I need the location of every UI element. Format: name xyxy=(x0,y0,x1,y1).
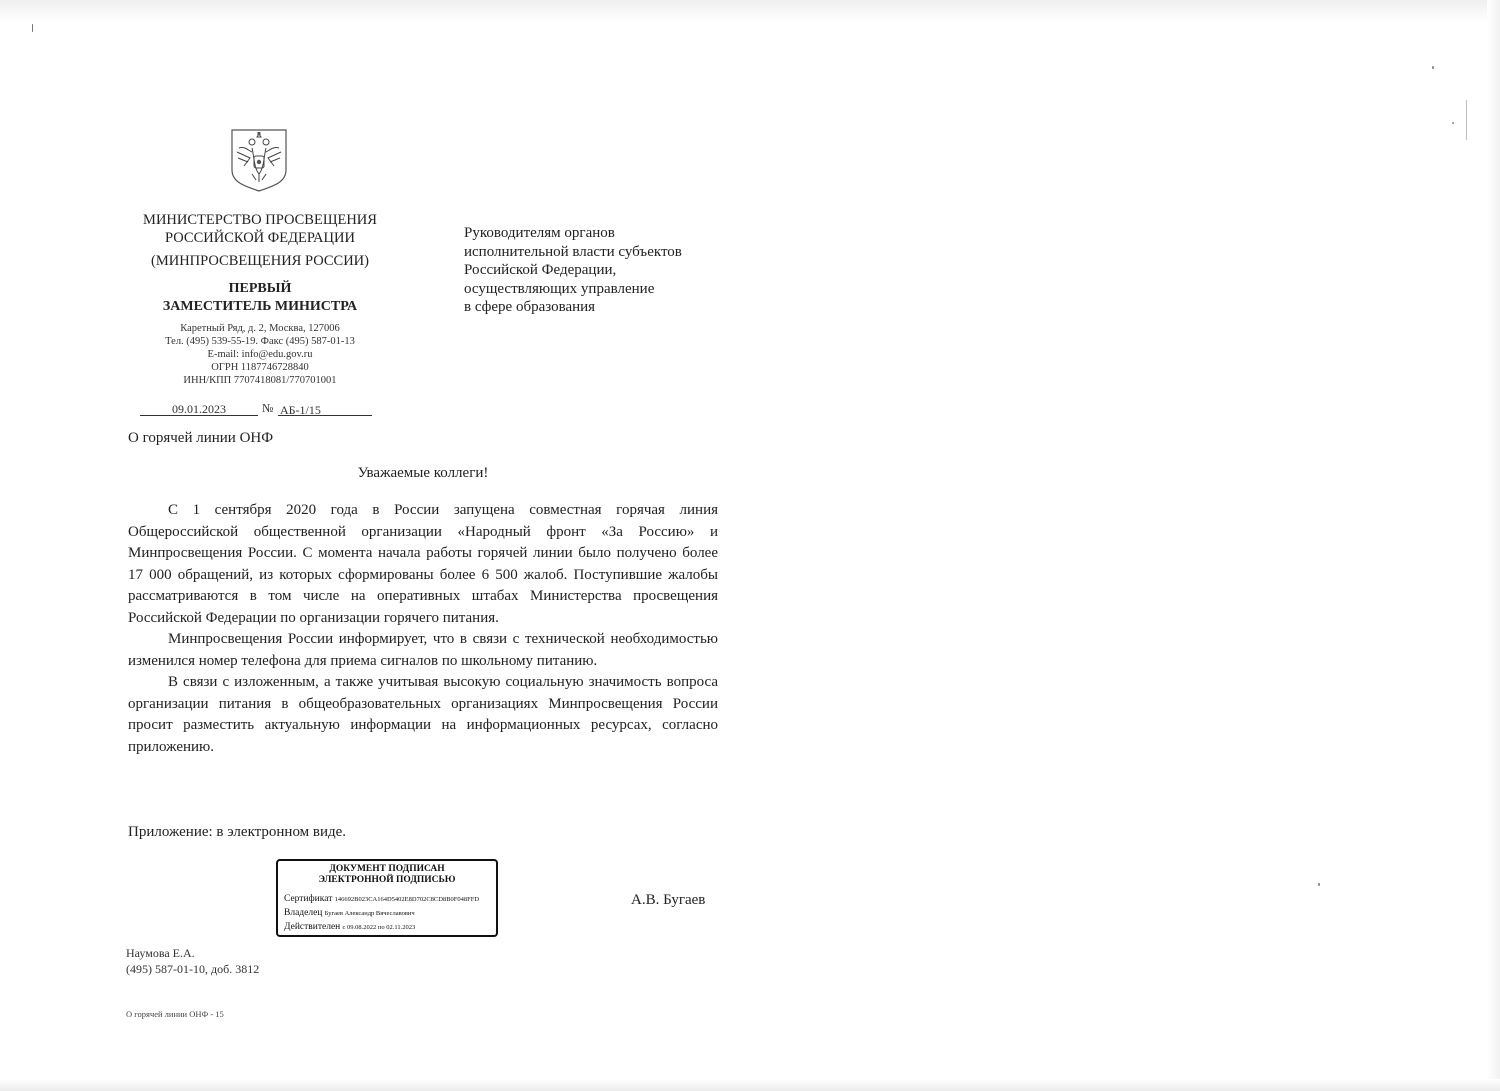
scan-speck xyxy=(1466,100,1467,140)
scan-speck xyxy=(1452,122,1454,124)
body-paragraph: Минпросвещения России информирует, что в связи с технической необходимостью изменился номер телефона для приема сигналов по школьному питанию. xyxy=(128,631,718,669)
scan-speck xyxy=(1318,883,1320,886)
address: Каретный Ряд, д. 2, Москва, 127006 xyxy=(180,323,340,334)
addressee-line: исполнительной власти субъектов xyxy=(464,243,682,260)
addressee-line: в сфере образования xyxy=(464,299,596,315)
owner-value: Бугаев Александр Вячеславович xyxy=(324,910,415,917)
validity-value: с 09.08.2022 по 02.11.2023 xyxy=(342,924,416,931)
owner-row xyxy=(284,906,490,920)
addressee-line: осуществляющих управление xyxy=(464,280,655,297)
stamp-title-line: ДОКУМЕНТ ПОДПИСАН xyxy=(329,864,445,874)
certificate-row xyxy=(284,892,490,906)
executor-phone: (495) 587-01-10, доб. 3812 xyxy=(126,961,260,976)
addressee-line: Руководителям органов xyxy=(464,225,615,241)
sender-contacts xyxy=(118,322,402,387)
validity-row xyxy=(284,920,490,934)
certificate-value: 146692B023CA164D5402E8D702C8CD8B0F048FFD xyxy=(334,896,480,903)
body-paragraph: В связи с изложенным, а также учитывая высокую социальную значимость вопроса организации питания в общеобразовательных организациях Минпросвещения России просит разместить актуальную информации на информационных ресурсах, согласно приложению. xyxy=(128,674,718,755)
scan-edge-right xyxy=(1487,0,1500,1091)
owner-label: Владелец xyxy=(284,908,323,918)
letter-body xyxy=(128,500,718,758)
salutation: Уважаемые коллеги! xyxy=(357,465,489,481)
letter-subject: О горячей линии ОНФ xyxy=(128,430,274,446)
document-number: АБ-1/15 xyxy=(278,402,372,416)
electronic-signature-stamp xyxy=(276,859,498,937)
ministry-name-line: РОССИЙСКОЙ ФЕДЕРАЦИИ xyxy=(165,230,355,246)
executor-block xyxy=(126,946,259,977)
number-sign: № xyxy=(262,401,274,415)
scan-speck xyxy=(32,24,33,32)
ministry-name xyxy=(118,211,402,270)
ogrn: ОГРН 1187746728840 xyxy=(211,362,309,373)
attachment-note: Приложение: в электронном виде. xyxy=(128,824,347,840)
body-paragraph: С 1 сентября 2020 года в России запущена совместная горячая линия Общероссийской общественной организации «Народный фронт «За Россию» и Минпросвещения России. С момента начала работы горячей линии было получено более 17 000 обращений, из которых сформированы более 6 500 жалоб. Поступившие жалобы рассматриваются в том числе на оперативных штабах Министерства просвещения Российской Федерации по организации горячего питания. xyxy=(128,502,718,626)
certificate-label: Сертификат xyxy=(284,894,333,904)
email: E-mail: info@edu.gov.ru xyxy=(207,349,313,360)
stamp-title xyxy=(284,864,490,886)
position-line: ЗАМЕСТИТЕЛЬ МИНИСТРА xyxy=(162,299,358,314)
ministry-short-name: (МИНПРОСВЕЩЕНИЯ РОССИИ) xyxy=(151,253,369,269)
position-line: ПЕРВЫЙ xyxy=(228,281,292,296)
phone-fax: Тел. (495) 539-55-19. Факс (495) 587-01-13 xyxy=(165,336,355,347)
inn-kpp: ИНН/КПП 7707418081/770701001 xyxy=(183,375,337,386)
sender-position xyxy=(118,280,402,316)
addressee-line: Российской Федерации, xyxy=(464,262,617,278)
footer-document-id: О горячей линии ОНФ - 15 xyxy=(126,1009,224,1019)
stamp-title-line: ЭЛЕКТРОННОЙ ПОДПИСЬЮ xyxy=(318,875,456,885)
executor-name: Наумова Е.А. xyxy=(126,946,195,960)
scan-edge-top xyxy=(0,0,1500,22)
scan-speck xyxy=(1432,66,1434,69)
scan-edge-bottom xyxy=(0,1079,1500,1091)
addressee-block xyxy=(464,224,764,317)
ministry-name-line: МИНИСТЕРСТВО ПРОСВЕЩЕНИЯ xyxy=(143,212,377,228)
coat-of-arms-emblem xyxy=(230,128,288,192)
document-date: 09.01.2023 xyxy=(140,401,258,416)
document-reference xyxy=(140,400,372,416)
signer-name: А.В. Бугаев xyxy=(631,892,706,908)
validity-label: Действителен xyxy=(284,922,341,932)
